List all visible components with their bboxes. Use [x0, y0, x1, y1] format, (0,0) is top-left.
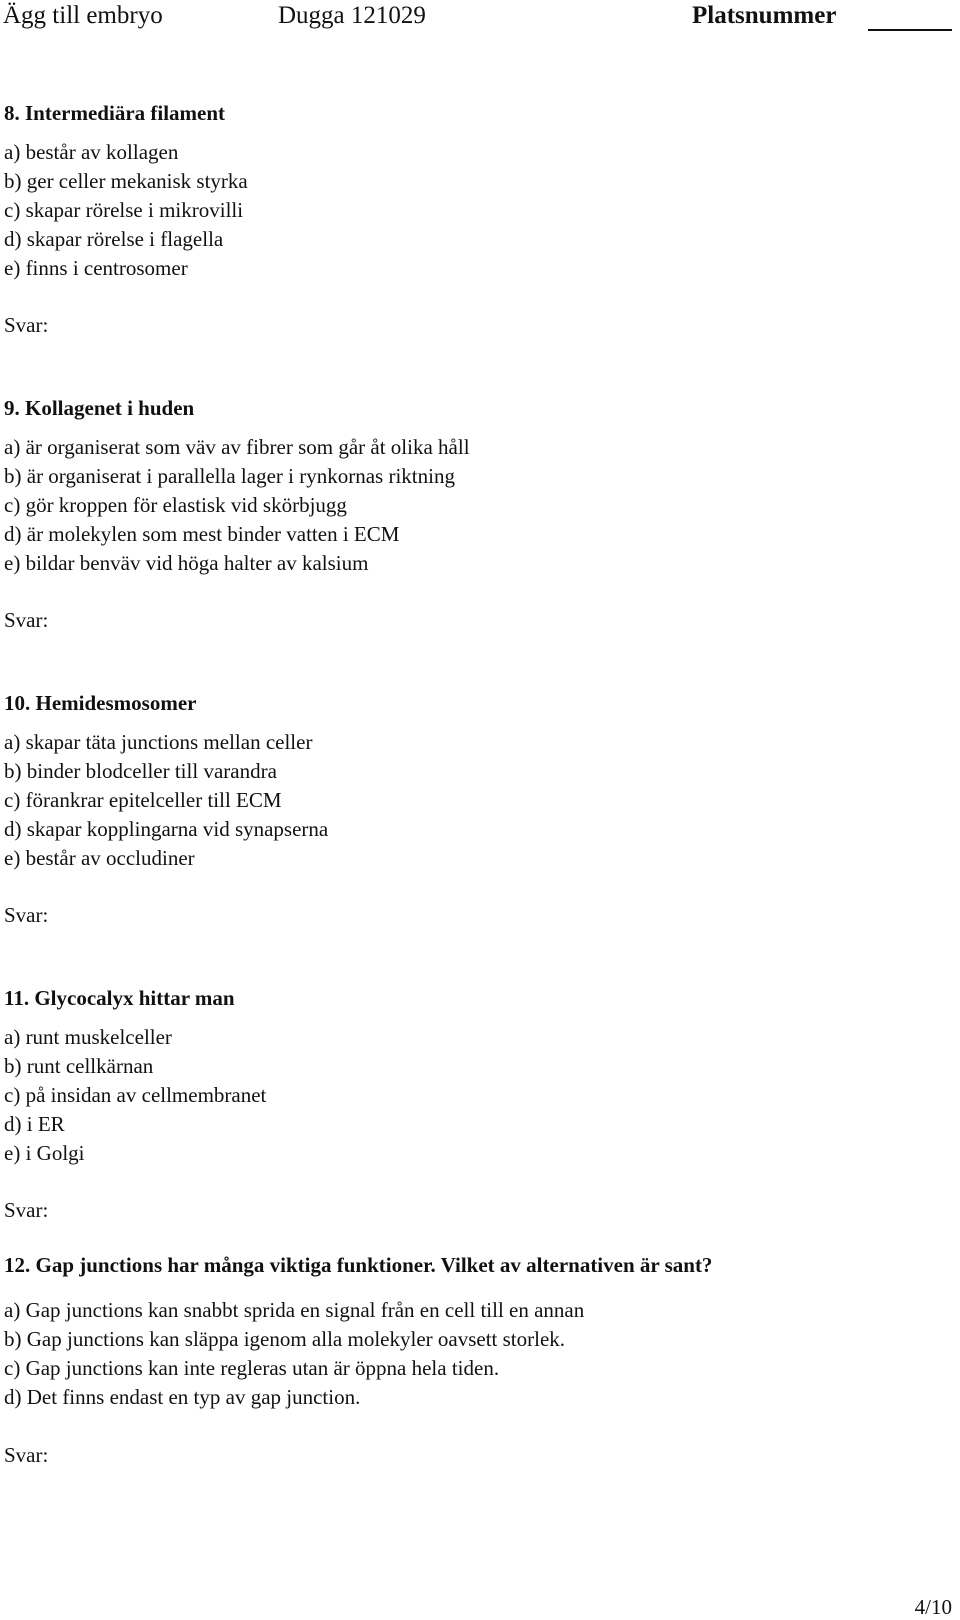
option-e: e) i Golgi [4, 1141, 85, 1165]
answer-label: Svar: [4, 1198, 49, 1222]
seat-number-field-line[interactable] [868, 29, 952, 31]
question-9 [4, 395, 470, 633]
page-number: 4/10 [914, 1595, 952, 1619]
option-b: b) Gap junctions kan släppa igenom alla molekyler oavsett storlek. [4, 1327, 566, 1351]
question-title: 8. Intermediära filament [4, 101, 226, 125]
seat-number-label: Platsnummer [692, 2, 837, 29]
option-e: e) består av occludiner [4, 846, 195, 870]
question-8 [4, 100, 248, 338]
option-d: d) i ER [4, 1112, 65, 1136]
option-c: c) förankrar epitelceller till ECM [4, 788, 282, 812]
option-e: e) finns i centrosomer [4, 256, 188, 280]
answer-label: Svar: [4, 608, 49, 632]
option-c: c) på insidan av cellmembranet [4, 1083, 267, 1107]
option-e: e) bildar benväv vid höga halter av kalsium [4, 551, 369, 575]
question-12 [4, 1252, 712, 1468]
question-title: 10. Hemidesmosomer [4, 691, 197, 715]
option-c: c) gör kroppen för elastisk vid skörbjugg [4, 493, 347, 517]
option-c: c) Gap junctions kan inte regleras utan är öppna hela tiden. [4, 1356, 500, 1380]
question-title: 9. Kollagenet i huden [4, 396, 195, 420]
option-b: b) binder blodceller till varandra [4, 759, 277, 783]
answer-label: Svar: [4, 903, 49, 927]
option-a: a) runt muskelceller [4, 1025, 172, 1049]
question-11 [4, 985, 266, 1223]
page-header [0, 0, 960, 34]
option-d: d) skapar kopplingarna vid synapserna [4, 817, 329, 841]
option-c: c) skapar rörelse i mikrovilli [4, 198, 244, 222]
question-title: 11. Glycocalyx hittar man [4, 986, 235, 1010]
option-d: d) skapar rörelse i flagella [4, 227, 224, 251]
option-a: a) skapar täta junctions mellan celler [4, 730, 313, 754]
course-title: Ägg till embryo [3, 2, 163, 29]
option-a: a) är organiserat som väv av fibrer som går åt olika håll [4, 435, 470, 459]
test-title: Dugga 121029 [278, 2, 426, 29]
option-a: a) består av kollagen [4, 140, 179, 164]
answer-label: Svar: [4, 313, 49, 337]
option-b: b) ger celler mekanisk styrka [4, 169, 248, 193]
option-b: b) runt cellkärnan [4, 1054, 154, 1078]
question-title: 12. Gap junctions har många viktiga funktioner. Vilket av alternativen är sant? [4, 1253, 713, 1277]
option-d: d) är molekylen som mest binder vatten i ECM [4, 522, 400, 546]
option-d: d) Det finns endast en typ av gap junction. [4, 1385, 361, 1409]
option-b: b) är organiserat i parallella lager i rynkornas riktning [4, 464, 455, 488]
question-10 [4, 690, 328, 928]
option-a: a) Gap junctions kan snabbt sprida en signal från en cell till en annan [4, 1298, 585, 1322]
answer-label: Svar: [4, 1443, 49, 1467]
